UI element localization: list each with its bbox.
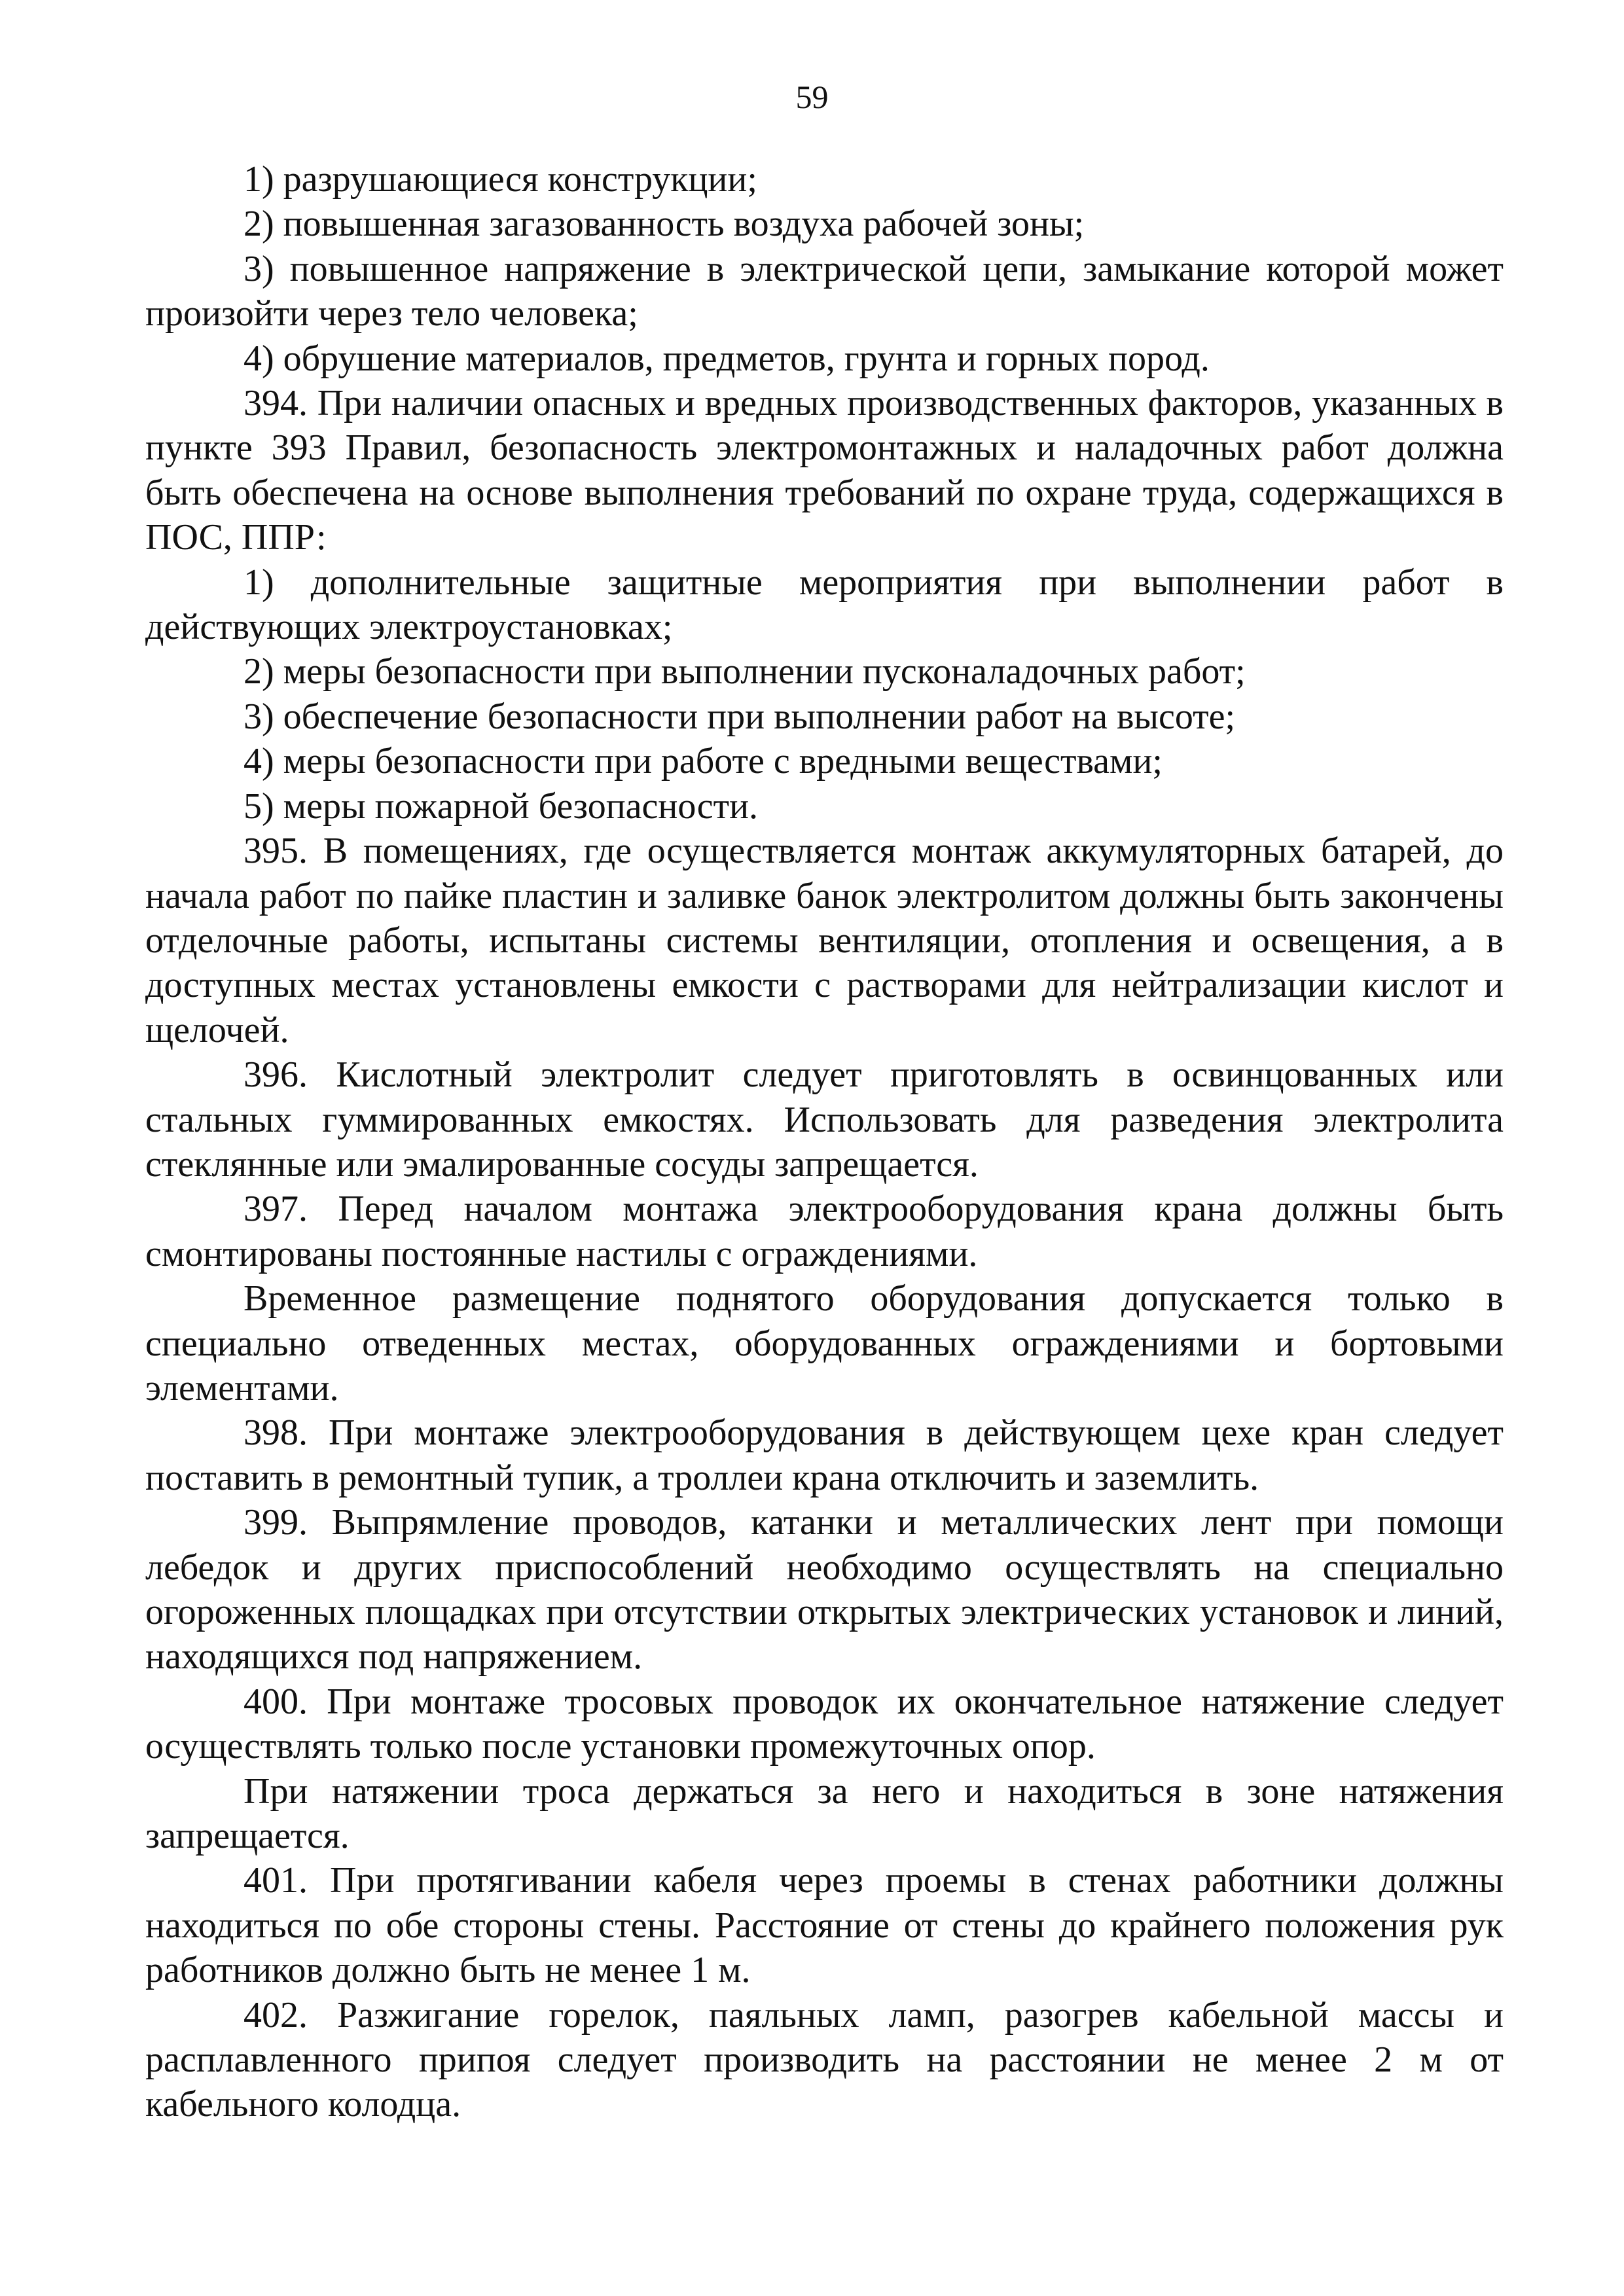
clause-395: 395. В помещениях, где осуществляется монтаж аккумуляторных батарей, до начала работ по пайке пластин и заливке банок электролитом должны быть закончены отделочные работы, испытаны системы вентиляции, отопления и освещения, а в доступных местах установлены емкости с растворами для нейтрализации кислот и щелочей. <box>145 831 1504 1050</box>
list-item-hazard-2: 2) повышенная загазованность воздуха рабочей зоны; <box>244 204 1085 245</box>
list-item-measure-4: 4) меры безопасности при работе с вредными веществами; <box>244 741 1163 782</box>
list-item-measure-3: 3) обеспечение безопасности при выполнении работ на высоте; <box>244 696 1236 737</box>
clause-397-paragraph-2: Временное размещение поднятого оборудования допускается только в специально отведенных местах, оборудованных ограждениями и бортовыми элементами. <box>145 1278 1504 1408</box>
clause-399: 399. Выпрямление проводов, катанки и металлических лент при помощи лебедок и других приспособлений необходимо осуществлять на специально огороженных площадках при отсутствии открытых электрических установок и линий, находящихся под напряжением. <box>145 1502 1504 1677</box>
list-item-hazard-3: 3) повышенное напряжение в электрической цепи, замыкание которой может произойти через тело человека; <box>145 248 1504 334</box>
clause-394: 394. При наличии опасных и вредных производственных факторов, указанных в пункте 393 Правил, безопасность электромонтажных и наладочных работ должна быть обеспечена на основе выполнения требований по охране труда, содержащихся в ПОС, ППР: <box>145 383 1504 558</box>
page-number: 59 <box>795 79 829 115</box>
clause-396: 396. Кислотный электролит следует приготовлять в освинцованных или стальных гуммированных емкостях. Использовать для разведения электролита стеклянные или эмалированные сосуды запрещается. <box>145 1054 1504 1185</box>
list-item-hazard-4: 4) обрушение материалов, предметов, грунта и горных пород. <box>244 338 1210 379</box>
document-body <box>145 157 1504 2127</box>
clause-397: 397. Перед началом монтажа электрооборудования крана должны быть смонтированы постоянные настилы с ограждениями. <box>145 1189 1504 1274</box>
clause-400-paragraph-2: При натяжении троса держаться за него и находиться в зоне натяжения запрещается. <box>145 1770 1504 1857</box>
clause-400: 400. При монтаже тросовых проводок их окончательное натяжение следует осуществлять только после установки промежуточных опор. <box>145 1681 1504 1767</box>
clause-401: 401. При протягивании кабеля через проемы в стенах работники должны находиться по обе стороны стены. Расстояние от стены до крайнего положения рук работников должно быть не менее 1 м. <box>145 1860 1504 1991</box>
list-item-measure-1: 1) дополнительные защитные мероприятия при выполнении работ в действующих электроустановках; <box>145 562 1504 648</box>
list-item-measure-5: 5) меры пожарной безопасности. <box>244 785 759 827</box>
list-item-hazard-1: 1) разрушающиеся конструкции; <box>244 159 757 200</box>
clause-402: 402. Разжигание горелок, паяльных ламп, разогрев кабельной массы и расплавленного припоя следует производить на расстоянии не менее 2 м от кабельного колодца. <box>145 1994 1504 2125</box>
list-item-measure-2: 2) меры безопасности при выполнении пусконаладочных работ; <box>244 651 1246 692</box>
clause-398: 398. При монтаже электрооборудования в действующем цехе кран следует поставить в ремонтный тупик, а троллеи крана отключить и заземлить. <box>145 1412 1504 1498</box>
